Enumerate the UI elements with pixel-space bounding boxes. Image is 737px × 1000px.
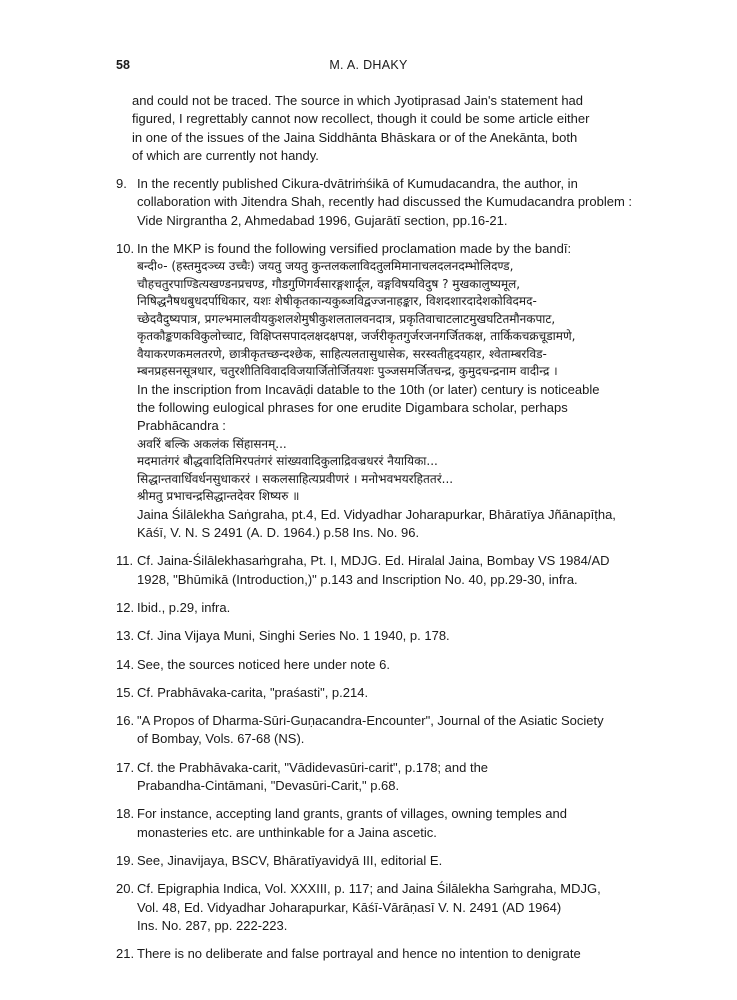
text-line: monasteries etc. are unthinkable for a Jaina ascetic. <box>137 824 437 840</box>
text-line: Cf. the Prabhāvaka-carit, "Vādidevasūri-carit", p.178; and the <box>137 759 489 775</box>
text-line: Prabandha-Cintāmani, "Devasūri-Carit," p.68. <box>137 778 400 794</box>
sanskrit-line: वैयाकरणकमलतरणे, छात्रीकृतच्छन्दश्छेक, साहित्यलतासुधासेक, सरस्वतीहृदयहार, श्वेताम्बरविड- <box>137 346 547 361</box>
footnote-number: 12. <box>116 599 135 615</box>
text-line: Jaina Śilālekha Saṅgraha, pt.4, Ed. Vidyadhar Joharapurkar, Bhāratīya Jñānapīṭha, <box>137 506 616 522</box>
sanskrit-line: श्रीमतु प्रभाचन्द्रसिद्धान्तदेवर शिष्यरु ॥ <box>137 489 300 504</box>
footnote-number: 16. <box>116 713 135 729</box>
text-line: in one of the issues of the Jaina Siddhānta Bhāskara or of the Anekānta, both <box>132 129 578 145</box>
footnote-21 <box>116 945 664 963</box>
sanskrit-line: मदमातंगरं बौद्धवादितिमिरपतंगरं सांख्यवादिकुलाद्रिवज्रधररं नैयायिका... <box>137 454 438 469</box>
footnote-20 <box>116 880 664 935</box>
text-line: collaboration with Jitendra Shah, recently had discussed the Kumudacandra problem : <box>137 194 633 210</box>
text-line: Cf. Prabhāvaka-carita, "praśasti", p.214. <box>137 684 369 700</box>
footnote-number: 13. <box>116 628 135 644</box>
note-continuation <box>116 92 664 165</box>
text-line: and could not be traced. The source in which Jyotiprasad Jain's statement had <box>132 93 584 108</box>
text-line: Vide Nirgrantha 2, Ahmedabad 1996, Gujarātī section, pp.16-21. <box>137 212 508 228</box>
footnote-number: 10. <box>116 241 135 257</box>
footnote-17 <box>116 759 664 796</box>
footnote-13 <box>116 627 664 645</box>
running-head: M. A. DHAKY <box>329 58 408 72</box>
text-line: In the MKP is found the following versified proclamation made by the bandī: <box>137 241 572 257</box>
text-line: Prabhācandra : <box>137 418 226 434</box>
page-header <box>0 58 737 78</box>
text-line: Cf. Epigraphia Indica, Vol. XXXIII, p. 117; and Jaina Śilālekha Saṁgraha, MDJG, <box>137 881 601 897</box>
sanskrit-proclamation <box>137 258 664 381</box>
footnote-number: 14. <box>116 656 135 672</box>
text-line: Cf. Jaina-Śilālekhasaṁgraha, Pt. I, MDJG. Ed. Hiralal Jaina, Bombay VS 1984/AD <box>137 553 610 569</box>
footnote-16 <box>116 712 664 749</box>
footnote-11 <box>116 552 664 589</box>
footnote-14 <box>116 656 664 674</box>
footnote-number: 18. <box>116 806 135 822</box>
sanskrit-line: अवरिं बल्कि अकलंक सिंहासनम्... <box>137 436 287 451</box>
sanskrit-line: चौहचतुरपाण्डित्यखण्डनप्रचण्ड, गौडगुणिगर्वसारङ्गशार्दूल, वङ्गविषयविदुष ? मुखकालुष्यमूल, <box>137 276 521 291</box>
text-line: figured, I regrettably cannot now recollect, though it could be some article either <box>132 111 590 127</box>
text-line: For instance, accepting land grants, grants of villages, owning temples and <box>137 806 567 822</box>
sanskrit-line: म्बनप्रहसनसूत्रधार, चतुरशीतिविवादविजयार्जितोर्जितयशः पुञ्जसमर्जितचन्द्र, कुमुदचन्द्रनाम वादीन्द्र । <box>137 364 558 379</box>
text-line: of which are currently not handy. <box>132 147 319 163</box>
sanskrit-line: निषिद्धनैषधबुधदर्पाधिकार, यशः शेषीकृतकान्यकुब्जविद्वज्जनाहङ्कार, विशदशारदादेशकोविदमद- <box>137 294 537 309</box>
text-line: Cf. Jina Vijaya Muni, Singhi Series No. 1 1940, p. 178. <box>137 628 450 644</box>
footnote-number: 9. <box>116 176 127 192</box>
footnote-number: 17. <box>116 759 135 775</box>
footnotes-body <box>116 92 664 963</box>
footnote-19 <box>116 852 664 870</box>
sanskrit-line: कृतकौङ्कणकविकुलोच्चाट, विक्षिप्तसपादलक्षदक्षपक्ष, जर्जरीकृतगुर्जरजनगर्जितकक्ष, तार्किकचक्रचूडामणे, <box>137 329 576 344</box>
sanskrit-line: सिद्धान्तवार्धिवर्धनसुधाकररं । सकलसाहित्यप्रवीणरं । मनोभवभयरहिततरं... <box>137 471 454 486</box>
text-line: the following eulogical phrases for one erudite Digambara scholar, perhaps <box>137 400 568 416</box>
footnote-number: 15. <box>116 684 135 700</box>
text-line: Vol. 48, Ed. Vidyadhar Joharapurkar, Kāśī-Vārāṇasī V. N. 2491 (AD 1964) <box>137 899 562 915</box>
text-line: of Bombay, Vols. 67-68 (NS). <box>137 731 305 747</box>
footnote-number: 20. <box>116 881 135 897</box>
footnote-number: 21. <box>116 946 135 962</box>
footnote-number: 19. <box>116 852 135 868</box>
text-line: See, Jinavijaya, BSCV, Bhāratīyavidyā III, editorial E. <box>137 852 443 868</box>
text-line: Ibid., p.29, infra. <box>137 599 231 615</box>
sanskrit-line: च्छेदवैदुष्यपात्र, प्रगल्भमालवीयकुशलशेमुषीकुशलतालवनदात्र, प्रकृतिवाचाटलाटमुखघटितमौनकपाट, <box>137 311 556 326</box>
footnote-15 <box>116 684 664 702</box>
footnote-number: 11. <box>116 553 134 569</box>
footnote-10 <box>116 240 664 542</box>
text-line: "A Propos of Dharma-Sūri-Guṇacandra-Encounter", Journal of the Asiatic Society <box>137 713 604 729</box>
sanskrit-line: बन्दी०- (हस्तमुदञ्च्य उच्चैः) जयतु जयतु कुन्तलकलाविदतुलमिमानाचलदलनदम्भोलिदण्ड, <box>137 259 514 274</box>
text-line: In the inscription from Incavāḍi datable to the 10th (or later) century is noticeable <box>137 381 600 397</box>
footnote-12 <box>116 599 664 617</box>
text-line: Ins. No. 287, pp. 222-223. <box>137 917 288 933</box>
text-line: See, the sources noticed here under note 6. <box>137 656 390 672</box>
text-line: 1928, "Bhūmikā (Introduction,)" p.143 and Inscription No. 40, pp.29-30, infra. <box>137 571 578 587</box>
kannada-inscription-extract <box>137 436 664 506</box>
footnote-18 <box>116 805 664 842</box>
page-number: 58 <box>116 58 130 72</box>
text-line: In the recently published Cikura-dvātriṁśikā of Kumudacandra, the author, in <box>137 176 578 192</box>
footnote-9 <box>116 175 664 230</box>
text-line: Kāśī, V. N. S 2491 (A. D. 1964.) p.58 Ins. No. 96. <box>137 525 420 541</box>
text-line: There is no deliberate and false portrayal and hence no intention to denigrate <box>137 946 581 962</box>
